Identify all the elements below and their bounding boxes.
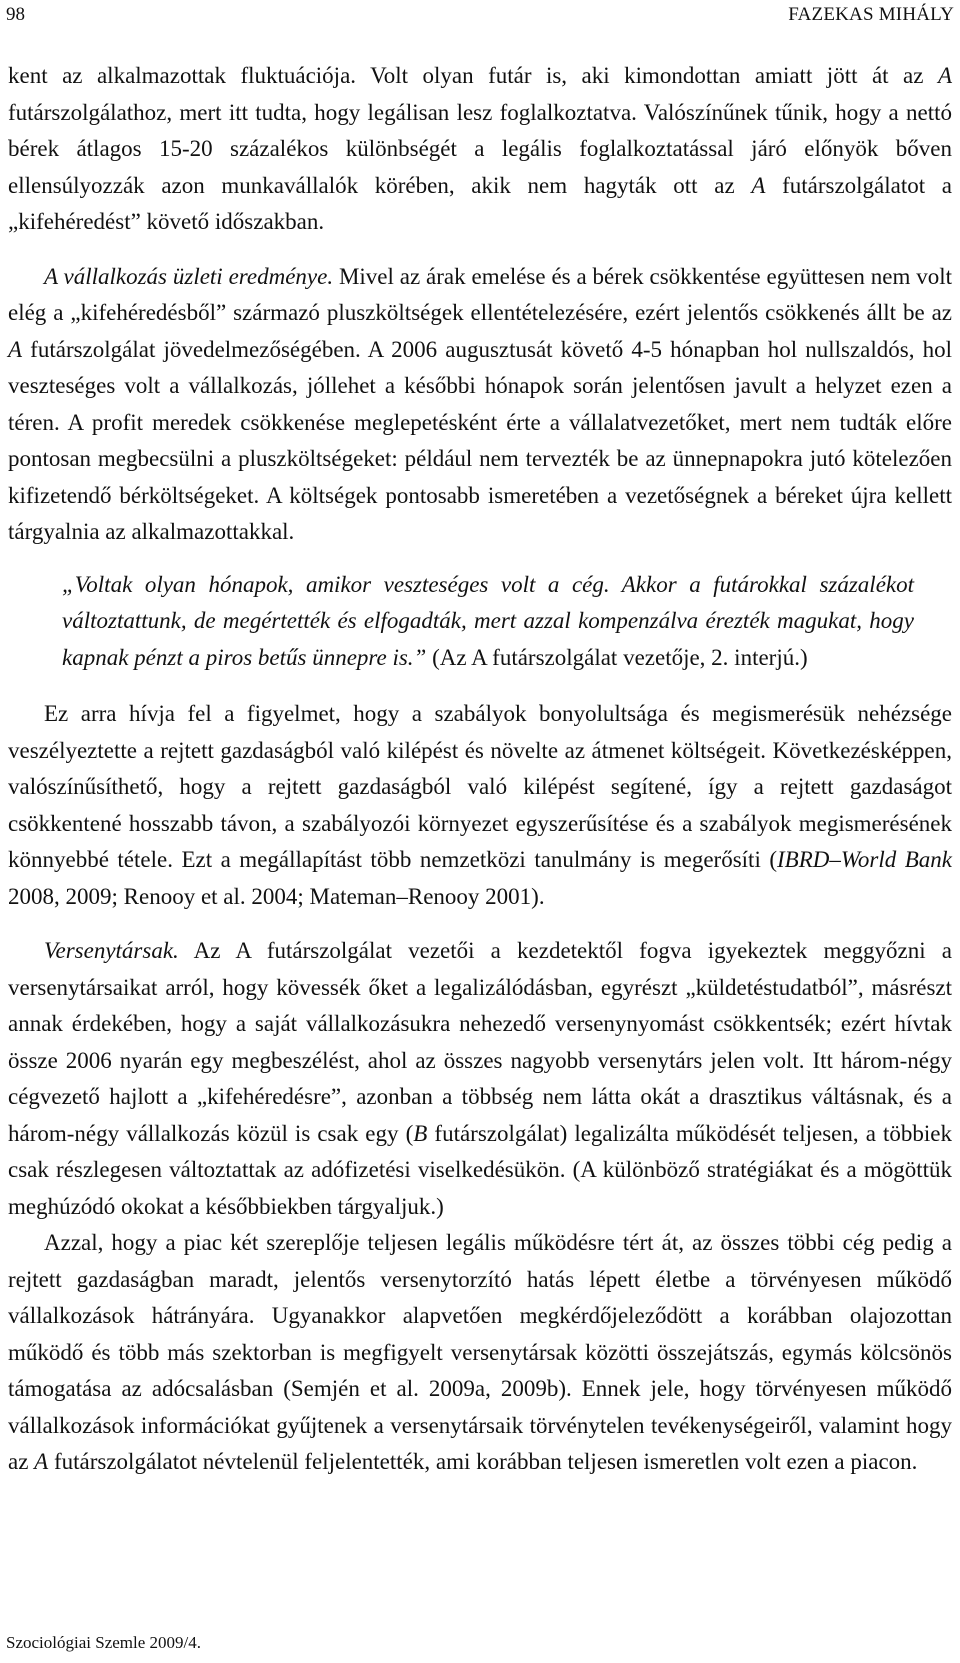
page-number: 98 (6, 4, 25, 25)
paragraph-1: kent az alkalmazottak fluktuációja. Volt olyan futár is, aki kimondottan amiatt jött át az A futárszolgálathoz, mert itt tudta, hogy legálisan lesz foglalkoztatva. Valószínűnek tűnik, hogy a nettó bérek átlagos 15-20 százalékos különbségét a legális foglalkoztatással járó előnyök bőven ellensúlyozzák azon munkavállalók körében, akik nem hagyták ott az A futárszolgálatot a „kifehéredést” követő időszakban. (8, 63, 953, 234)
body-text (8, 58, 952, 1481)
quote-text: „Voltak olyan hónapok, amikor veszteséges volt a cég. Akkor a futárokkal százalékot változtattunk, de megértették és elfogadták, mert azzal kompenzálva érezték magukat, hogy kapnak pénzt a piros betűs ünnepre is.” (62, 571, 914, 670)
paragraph-3: Ez arra hívja fel a figyelmet, hogy a szabályok bonyolultsága és megismerésük nehézsége veszélyeztette a rejtett gazdaságból való kilépést és növelte az átmenet költségeit. Következésképpen, valószínűsíthető, hogy a rejtett gazdaságból való kilépést segítené, így a rejtett gazdaságot csökkentené hosszabb távon, a szabályozói környezet egyszerűsítése és a szabályok megismerésének könnyebbé tétele. Ezt a megállapítást több nemzetközi tanulmány is megerősíti (IBRD–World Bank 2008, 2009; Renooy et al. 2004; Mateman–Renooy 2001). (8, 701, 953, 909)
paragraph-competitors: Versenytársak. Az A futárszolgálat vezetői a kezdetektől fogva igyekeztek meggyőzni a versenytársaikat arról, hogy kövessék őket a legalizálódásban, egyrészt „küldetéstudatból”, másrészt annak érdekében, hogy a saját vállalkozásukra nehezedő versenynyomást csökkentsék; ezért hívtak össze 2006 nyarán egy megbeszélést, ahol az összes nagyobb versenytárs jelen volt. Itt három-négy cégvezető hajlott a „kifehéredésre”, azonban a többség nem látta okát a drasztikus váltásnak, és a három-négy vállalkozás közül is csak egy (B futárszolgálat) legalizálta működését teljesen, a többiek csak részlegesen változtattak az adófizetési viselkedésükön. (A különböző stratégiákat és a mögöttük meghúzódó okokat a későbbiekben tárgyaljuk.) (8, 938, 952, 1219)
quote-source: (Az A futárszolgálat vezetője, 2. interjú.) (426, 644, 808, 670)
paragraph-5: Azzal, hogy a piac két szereplője teljesen legális működésre tért át, az összes többi cég pedig a rejtett gazdaságban maradt, jelentős versenytorzító hatás lépett életbe a törvényesen működő vállalkozások hátrányára. Ugyanakkor alapvetően megkérdőjeleződött a korábban olajozottan működő és több más szektorban is megfigyelt versenytársak közötti összejátszás, egymás kölcsönös támogatása az adócsalásban (Semjén et al. 2009a, 2009b). Ennek jele, hogy törvényesen működő vállalkozások információkat gyűjtenek a versenytársaik törvénytelen tevékenységeiről, valamint hogy az A futárszolgálatot névtelenül feljelentették, ami korábban teljesen ismeretlen volt ezen a piacon. (8, 1230, 952, 1474)
section-heading: Versenytársak. (44, 938, 179, 963)
page-footer: Szociológiai Szemle 2009/4. (6, 1633, 201, 1652)
running-head-author: FAZEKAS MIHÁLY (788, 4, 954, 25)
paragraph-business-results: A vállalkozás üzleti eredménye. Mivel az árak emelése és a bérek csökkentése együttesen nem volt elég a „kifehéredésből” származó pluszköltségek ellentételezésére, ezért jelentős csökkenés állt be az A futárszolgálat jövedelmezőségében. A 2006 augusztusát követő 4-5 hónapban hol nullszaldós, hol veszteséges volt a vállalkozás, jóllehet a későbbi hónapok során jelentősen javult a helyzet ezen a téren. A profit meredek csökkenése meglepetésként érte a vállalatvezetőket, mert nem tudták előre pontosan megbecsülni a pluszköltségeket: például nem tervezték be az ünnepnapokra jutó kötelezően kifizetendő bérköltségeket. A költségek pontosabb ismeretében a vezetőségnek a béreket újra kellett tárgyalnia az alkalmazottakkal. (8, 263, 952, 544)
section-heading: A vállalkozás üzleti eredménye. (44, 263, 334, 289)
interview-quote (62, 567, 914, 677)
page-header (0, 4, 960, 28)
